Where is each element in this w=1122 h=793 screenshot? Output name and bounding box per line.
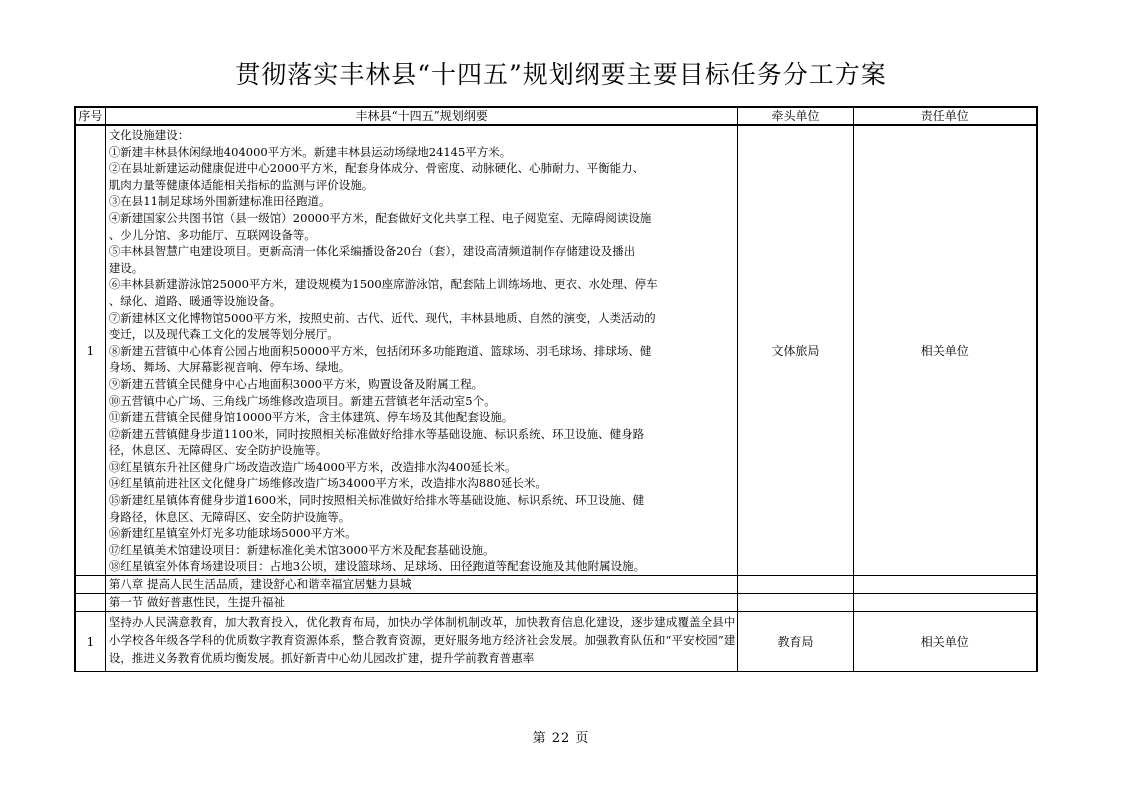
education-text: 坚持办人民满意教育，加大教育投入，优化教育布局，加快办学体制机制改革，加快教育信息化建设，逐步建成覆盖全县中小学校各年级各学科的优质数字教育资源体系，整合教育资源，更好服务地方经济社会发展。加强教育队伍和“平安校园”建设，推进义务教育优质均衡发展。抓好新青中心幼儿园改扩建，提升学前教育普惠率 (108, 615, 736, 666)
content-line: 身场、舞场、大屏幕影视音响、停车场、绿地。 (108, 360, 351, 375)
header-no: 序号 (75, 107, 105, 125)
content-line: ⑱红星镇室外体育场建设项目：占地3公顷，建设篮球场、足球场、田径跑道等配套设施及其他附属设施。 (108, 559, 646, 574)
content-line: 建设。 (108, 260, 144, 275)
content-line: ⑦新建林区文化博物馆5000平方米，按照史前、古代、近代、现代，丰林县地质、自然的演变，人类活动的 (108, 310, 656, 325)
section-lead-cell (738, 594, 853, 612)
page-number: 第 22 页 (532, 731, 590, 746)
chapter-row (75, 576, 1037, 594)
row-number: 1 (75, 125, 105, 576)
education-content (105, 612, 738, 672)
lead-unit: 教育局 (738, 612, 853, 672)
content-line: ⑮新建红星镇体育健身步道1600米，同时按照相关标准做好给排水等基础设施、标识系统、环卫设施、健 (108, 493, 645, 508)
content-line: 径，休息区、无障碍区、安全防护设施等。 (108, 443, 328, 458)
section-number-cell (75, 594, 105, 612)
content-line: 变迁，以及现代森工文化的发展等划分展厅。 (108, 327, 339, 342)
content-line: 身路径，休息区、无障碍区、安全防护设施等。 (108, 509, 351, 524)
content-line: ⑨新建五营镇全民健身中心占地面积3000平方米，购置设备及附属工程。 (108, 376, 484, 391)
chapter-number-cell (75, 576, 105, 594)
responsible-unit: 相关单位 (853, 125, 1037, 576)
chapter-responsible-cell (853, 576, 1037, 594)
task-table (74, 106, 1038, 672)
header-content: 丰林县“十四五”规划纲要 (105, 107, 738, 125)
header-responsible: 责任单位 (853, 107, 1037, 125)
content-line: ⑥丰林县新建游泳馆25000平方米，建设规模为1500座席游泳馆，配套陆上训练场地、更衣、水处理、停车 (108, 277, 658, 292)
table-header-row (75, 107, 1037, 125)
content-line: ④新建国家公共图书馆（县一级馆）20000平方米，配套做好文化共享工程、电子阅览室、无障碍阅读设施 (108, 210, 652, 225)
content-line: ⑯新建红星镇室外灯光多功能球场5000平方米。 (108, 526, 357, 541)
task-table-container (74, 106, 1038, 672)
lead-unit: 文体旅局 (738, 125, 853, 576)
responsible-unit: 相关单位 (853, 612, 1037, 672)
content-line: ⑬红星镇东升社区健身广场改造改造广场4000平方米，改造排水沟400延长米。 (108, 459, 517, 474)
culture-facilities-content (105, 125, 738, 576)
content-line: ③在县11制足球场外围新建标准田径跑道。 (108, 194, 331, 209)
content-line: 、少儿分馆、多功能厅、互联网设备等。 (108, 227, 316, 242)
content-line: ①新建丰林县休闲绿地404000平方米。新建丰林县运动场绿地24145平方米。 (108, 144, 512, 159)
content-line: ⑩五营镇中心广场、三角线广场维修改造项目。新建五营镇老年活动室5个。 (108, 393, 496, 408)
content-line: ②在县址新建运动健康促进中心2000平方米，配套身体成分、骨密度、动脉硬化、心肺耐力、平衡能力、 (108, 161, 645, 176)
content-line: ⑫新建五营镇健身步道1100米，同时按照相关标准做好给排水等基础设施、标识系统、环卫设施、健身路 (108, 426, 645, 441)
section-responsible-cell (853, 594, 1037, 612)
section-heading: 第一节 做好普惠性民，生提升福祉 (105, 594, 738, 612)
section-row (75, 594, 1037, 612)
content-line: ⑧新建五营镇中心体育公园占地面积50000平方米，包括闭环多功能跑道、篮球场、羽毛球场、排球场、健 (108, 343, 652, 358)
chapter-heading: 第八章 提高人民生活品质，建设舒心和谐幸福宜居魅力县城 (105, 576, 738, 594)
content-line: 文化设施建设： (108, 128, 190, 142)
content-line: 、绿化、道路、暖通等设施设备。 (108, 293, 282, 308)
table-row (75, 125, 1037, 576)
content-line: ⑪新建五营镇全民健身馆10000平方米，含主体建筑、停车场及其他配套设施。 (108, 410, 514, 425)
table-row (75, 612, 1037, 672)
row-number: 1 (75, 612, 105, 672)
header-lead: 牵头单位 (738, 107, 853, 125)
content-line: ⑰红星镇美术馆建设项目：新建标准化美术馆3000平方米及配套基础设施。 (108, 542, 495, 557)
chapter-lead-cell (738, 576, 853, 594)
page-title: 贯彻落实丰林县“十四五”规划纲要主要目标任务分工方案 (235, 60, 887, 89)
content-line: ⑤丰林县智慧广电建设项目。更新高清一体化采编播设备20台（套），建设高清频道制作存储建设及播出 (108, 244, 636, 259)
content-line: ⑭红星镇前进社区文化健身广场维修改造广场34000平方米，改造排水沟880延长米。 (108, 476, 547, 491)
content-line: 肌肉力量等健康体适能相关指标的监测与评价设施。 (108, 177, 374, 192)
